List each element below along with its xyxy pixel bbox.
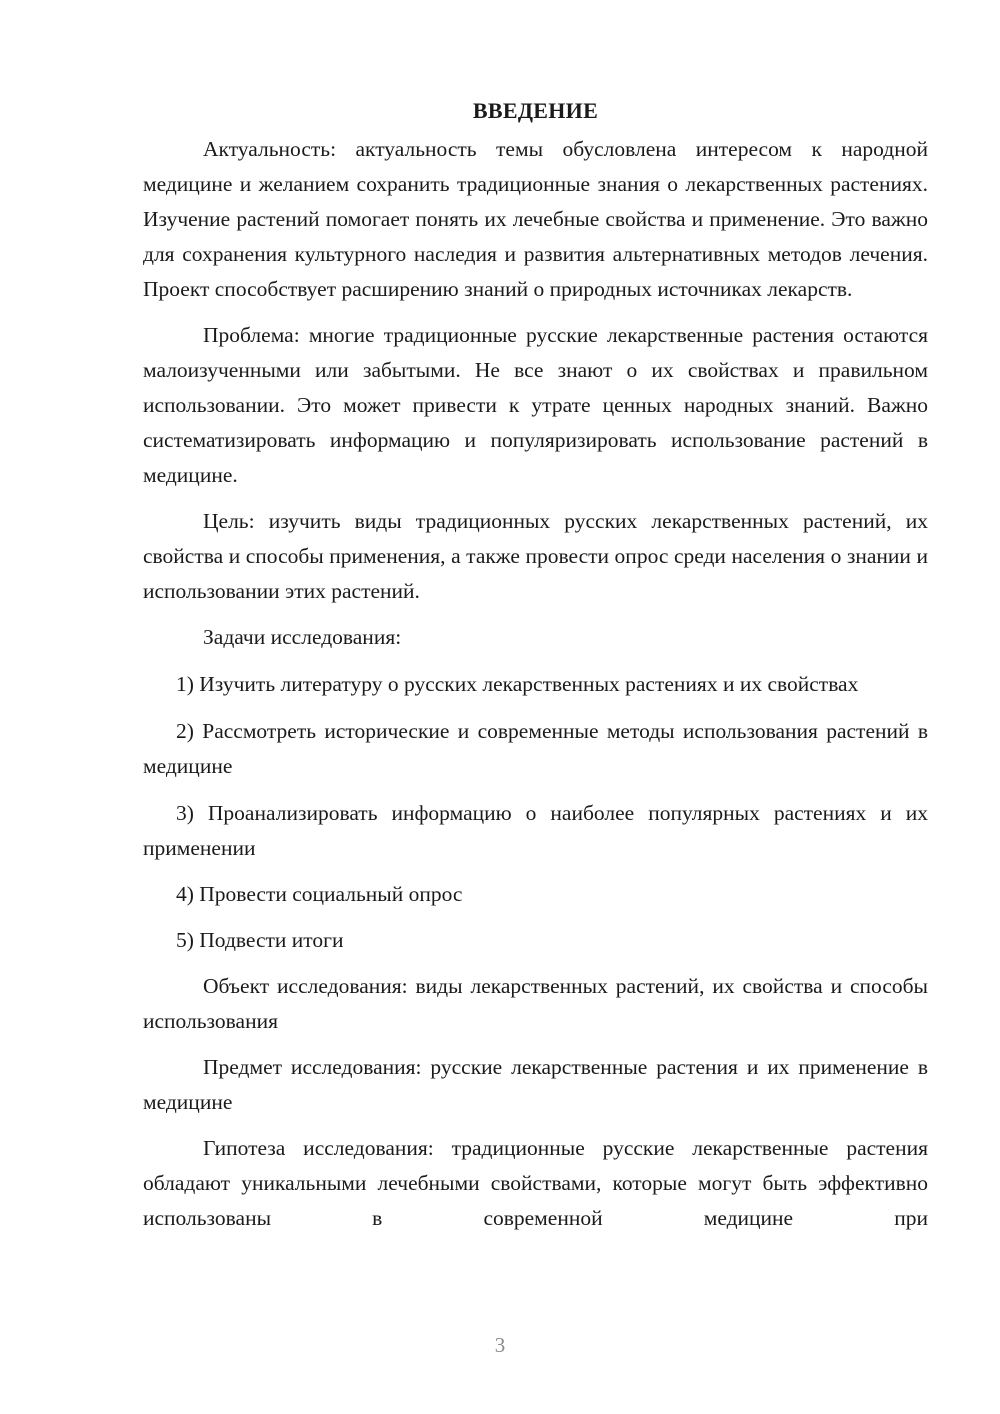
section-heading: ВВЕДЕНИЕ: [472, 98, 599, 123]
object-paragraph: Объект исследования: виды лекарственных растений, их свойства и способы использования: [143, 974, 928, 1033]
relevance-paragraph: Актуальность: актуальность темы обусловлена интересом к народной медицине и желанием сохранить традиционные знания о лекарственных растениях. Изучение растений помогает понять их лечебные свойства и применение. Это важно для сохранения культурного наследия и развития альтернативных методов лечения. Проект способствует расширению знаний о природных источниках лекарств.: [143, 137, 928, 301]
tasks-title: Задачи исследования:: [203, 625, 402, 649]
task-item: 4) Провести социальный опрос: [176, 882, 463, 906]
problem-paragraph: Проблема: многие традиционные русские лекарственные растения остаются малоизученными или забытыми. Не все знают о их свойствах и правильном использовании. Это может привести к утрате ценных народных знаний. Важно систематизировать информацию и популяризировать использование растений в медицине.: [143, 323, 928, 487]
subject-paragraph: Предмет исследования: русские лекарственные растения и их применение в медицине: [143, 1055, 928, 1114]
goal-paragraph: Цель: изучить виды традиционных русских лекарственных растений, их свойства и способы применения, а также провести опрос среди населения о знании и использовании этих растений.: [143, 509, 928, 603]
page-number: 3: [494, 1333, 506, 1357]
tasks-list: [143, 667, 928, 958]
hypothesis-paragraph: Гипотеза исследования: традиционные русские лекарственные растения обладают уникальными лечебными свойствами, которые могут быть эффективно использованы в современной медицине при: [143, 1136, 928, 1230]
task-item: 3) Проанализировать информацию о наиболее популярных растениях и их применении: [143, 801, 928, 860]
task-item: 2) Рассмотреть исторические и современные методы использования растений в медицине: [143, 719, 928, 778]
task-item: 1) Изучить литературу о русских лекарственных растениях и их свойствах: [176, 672, 859, 696]
document-page: [143, 96, 928, 1236]
task-item: 5) Подвести итоги: [176, 928, 344, 952]
